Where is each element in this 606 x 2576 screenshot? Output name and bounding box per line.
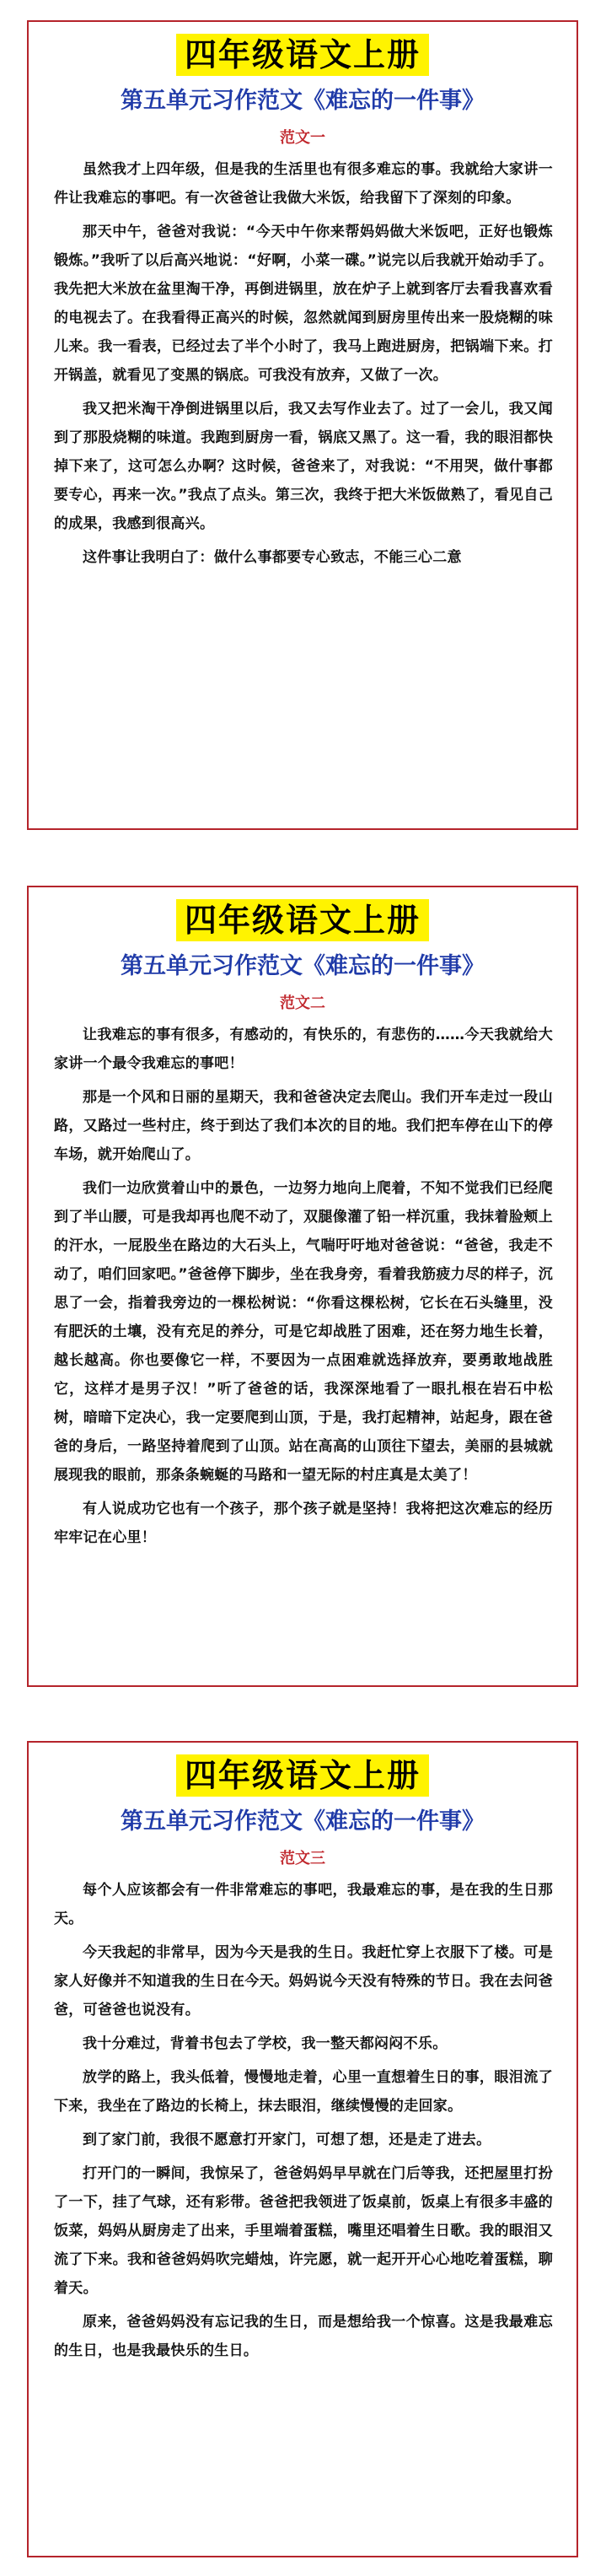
paragraph: 有人说成功它也有一个孩子，那个孩子就是坚持！我将把这次难忘的经历牢牢记在心里！ [54,1501,553,1546]
essay-body [54,1876,553,2370]
essay-label: 范文一 [280,129,325,147]
paragraph: 虽然我才上四年级，但是我的生活里也有很多难忘的事。我就给大家讲一件让我难忘的事吧。有一次爸爸让我做大米饭，给我留下了深刻的印象。 [54,161,553,207]
card-title: 四年级语文上册 [29,34,577,76]
essay-card-2 [27,886,578,1687]
paragraph: 那是一个风和日丽的星期天，我和爸爸决定去爬山。我们开车走过一段山路，又路过一些村庄，终于到达了我们本次的目的地。我们把车停在山下的停车场，就开始爬山了。 [54,1089,553,1163]
paragraph: 那天中午，爸爸对我说：“今天中午你来帮妈妈做大米饭吧，正好也锻炼锻炼。”我听了以后高兴地说：“好啊，小菜一碟。”说完以后我就开始动手了。我先把大米放在盆里淘干净，再倒进锅里，放在炉子上就到客厅去看我喜欢看的电视去了。在我看得正高兴的时候，忽然就闻到厨房里传出来一股烧糊的味儿来。我一看表，已经过去了半个小时了，我马上跑进厨房，把锅端下来。打开锅盖，就看见了变黑的锅底。可我没有放弃，又做了一次。 [54,224,553,384]
paragraph: 打开门的一瞬间，我惊呆了，爸爸妈妈早早就在门后等我，还把屋里打扮了一下，挂了气球，还有彩带。爸爸把我领进了饭桌前，饭桌上有很多丰盛的饭菜，妈妈从厨房走了出来，手里端着蛋糕，嘴里还唱着生日歌。我的眼泪又流了下来。我和爸爸妈妈吹完蜡烛，许完愿，就一起开开心心地吃着蛋糕，聊着天。 [54,2165,553,2297]
paragraph: 让我难忘的事有很多，有感动的，有快乐的，有悲伤的……今天我就给大家讲一个最令我难忘的事吧！ [54,1027,553,1072]
card-subtitle: 第五单元习作范文《难忘的一件事》 [121,953,485,979]
paragraph: 我十分难过，背着书包去了学校，我一整天都闷闷不乐。 [83,2035,448,2052]
essay-label: 范文二 [280,994,325,1012]
paragraph: 我们一边欣赏着山中的景色，一边努力地向上爬着，不知不觉我们已经爬到了半山腰，可是我却再也爬不动了，双腿像灌了铅一样沉重，我抹着脸颊上的汗水，一屁股坐在路边的大石头上，气喘吁吁地对爸爸说：“爸爸，我走不动了，咱们回家吧。”爸爸停下脚步，坐在我身旁，看着我筋疲力尽的样子，沉思了一会，指着我旁边的一棵松树说：“你看这棵松树，它长在石头缝里，没有肥沃的土壤，没有充足的养分，可是它却战胜了困难，还在努力地生长着，越长越高。你也要像它一样，不要因为一点困难就选择放弃，要勇敢地战胜它，这样才是男子汉！”听了爸爸的话，我深深地看了一眼扎根在岩石中松树，暗暗下定决心，我一定要爬到山顶，于是，我打起精神，站起身，跟在爸爸的身后，一路坚持着爬到了山顶。站在高高的山顶往下望去，美丽的县城就展现我的眼前，那条条蜿蜒的马路和一望无际的村庄真是太美了！ [54,1180,553,1484]
card-subtitle: 第五单元习作范文《难忘的一件事》 [121,88,485,114]
paragraph: 原来，爸爸妈妈没有忘记我的生日，而是想给我一个惊喜。这是我最难忘的生日，也是我最快乐的生日。 [54,2314,553,2359]
paragraph: 每个人应该都会有一件非常难忘的事吧，我最难忘的事，是在我的生日那天。 [54,1882,553,1927]
essay-card-1 [27,20,578,830]
card-title: 四年级语文上册 [29,899,577,941]
paragraph: 放学的路上，我头低着，慢慢地走着，心里一直想着生日的事，眼泪流了下来，我坐在了路边的长椅上，抹去眼泪，继续慢慢的走回家。 [54,2069,553,2115]
card-subtitle: 第五单元习作范文《难忘的一件事》 [121,1808,485,1835]
card-title: 四年级语文上册 [29,1754,577,1797]
paragraph: 到了家门前，我很不愿意打开家门，可想了想，还是走了进去。 [83,2131,491,2148]
paragraph: 我又把米淘干净倒进锅里以后，我又去写作业去了。过了一会儿，我又闻到了那股烧糊的味道。我跑到厨房一看，锅底又黑了。这一看，我的眼泪都快掉下来了，这可怎么办啊？这时候，爸爸来了，对我说：“不用哭，做什事都要专心，再来一次。”我点了点头。第三次，我终于把大米饭做熟了，看见自己的成果，我感到很高兴。 [54,401,553,532]
paragraph: 今天我起的非常早，因为今天是我的生日。我赶忙穿上衣服下了楼。可是家人好像并不知道我的生日在今天。妈妈说今天没有特殊的节日。我在去问爸爸，可爸爸也说没有。 [54,1944,553,2018]
paragraph: 这件事让我明白了：做什么事都要专心致志，不能三心二意 [83,549,462,566]
essay-body [54,1021,553,1557]
essay-body [54,155,553,577]
essay-card-3 [27,1741,578,2557]
essay-label: 范文三 [280,1850,325,1867]
